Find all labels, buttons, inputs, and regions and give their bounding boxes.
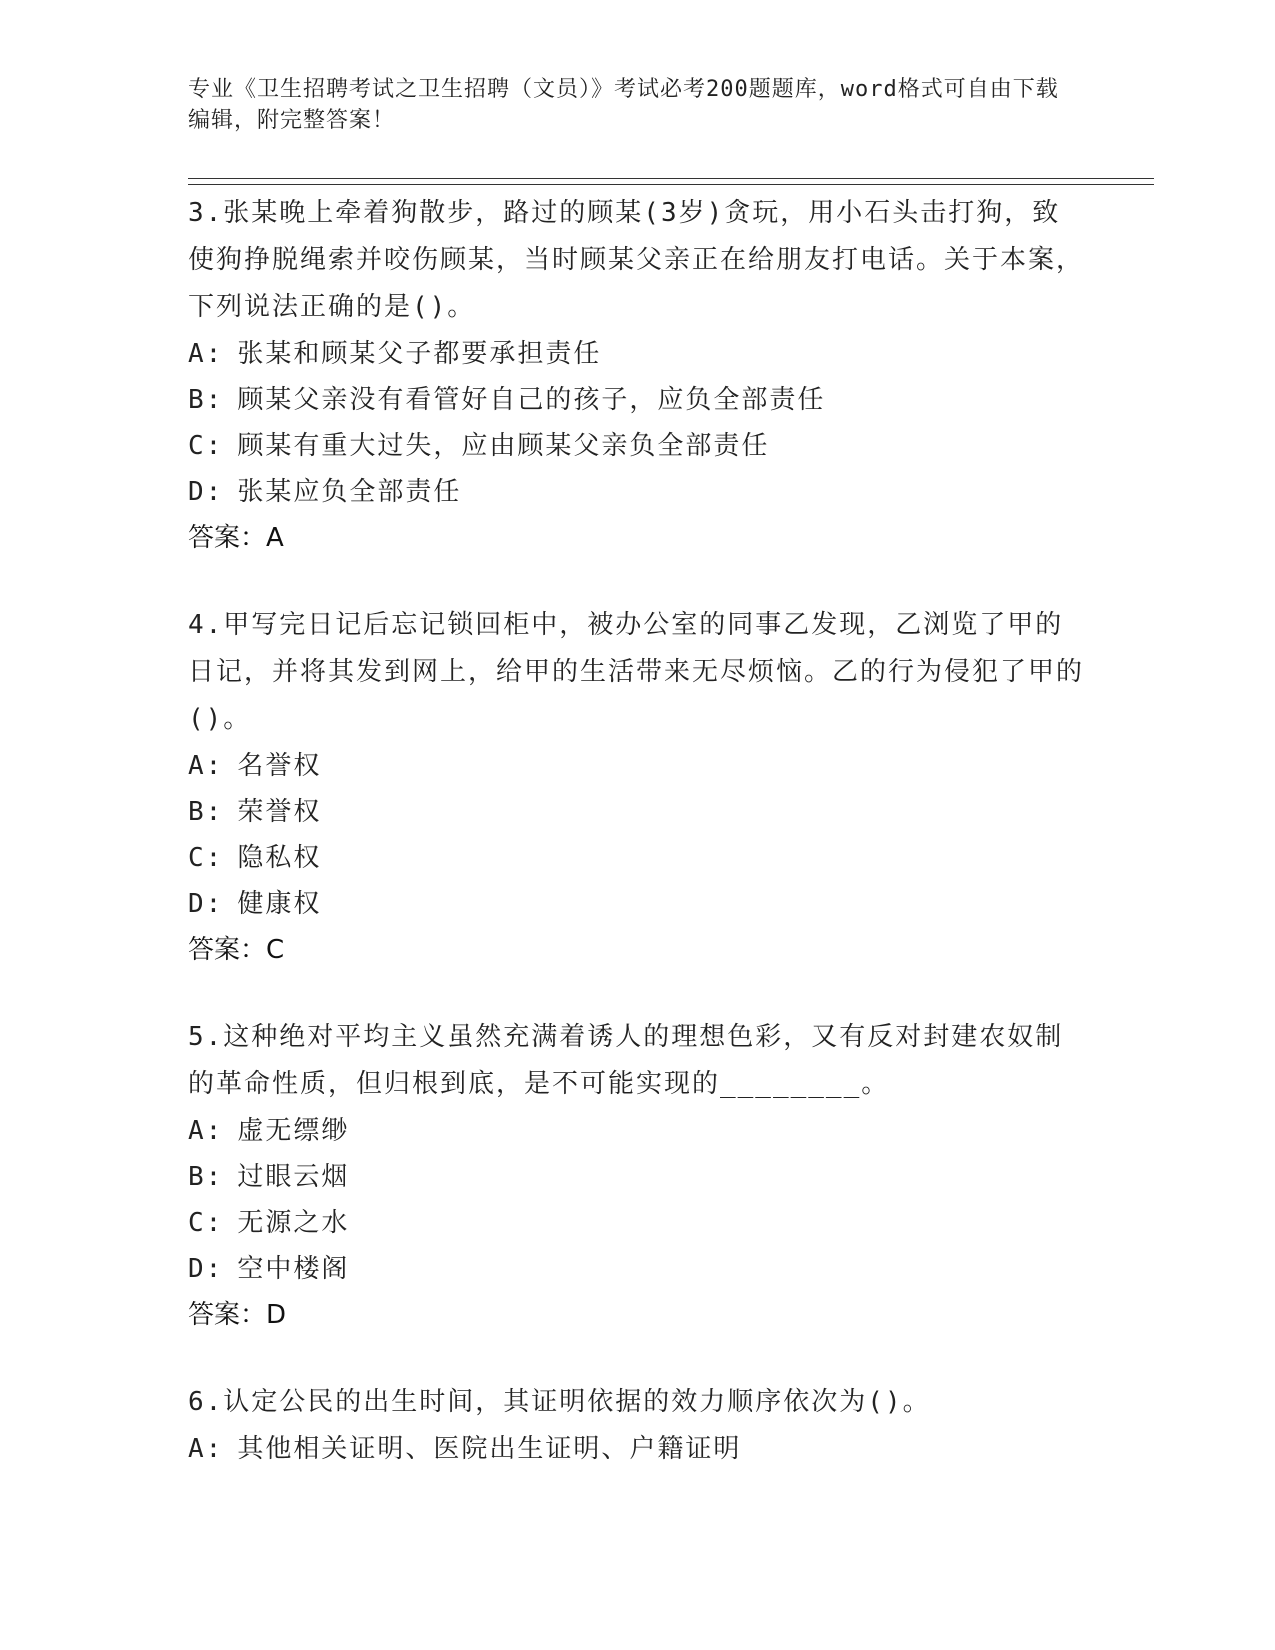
header-divider-bottom	[188, 184, 1154, 185]
answer-line: 答案：D	[188, 1300, 287, 1330]
answer-line: 答案：A	[188, 523, 284, 553]
option-a	[188, 1108, 1088, 1154]
option-d	[188, 881, 1088, 927]
option-a	[188, 1426, 1088, 1472]
option-text: 健康权	[237, 889, 322, 919]
option-key: A:	[188, 1434, 224, 1464]
option-b	[188, 377, 1088, 423]
option-a	[188, 743, 1088, 789]
option-key: D:	[188, 477, 224, 507]
question-stem: 6.认定公民的出生时间，其证明依据的效力顺序依次为()。	[188, 1387, 931, 1417]
question-3	[188, 190, 1088, 561]
option-b	[188, 1154, 1088, 1200]
spacer	[188, 561, 1088, 602]
option-text: 顾某有重大过失，应由顾某父亲负全部责任	[237, 431, 770, 461]
option-key: D:	[188, 1254, 224, 1284]
question-6	[188, 1379, 1088, 1472]
option-text: 隐私权	[237, 843, 322, 873]
option-key: B:	[188, 1162, 224, 1192]
question-4	[188, 602, 1088, 973]
option-text: 其他相关证明、医院出生证明、户籍证明	[237, 1434, 742, 1464]
option-key: A:	[188, 339, 224, 369]
header-divider-top	[188, 178, 1154, 179]
answer-line: 答案：C	[188, 935, 285, 965]
option-text: 空中楼阁	[237, 1254, 350, 1284]
document-header: 专业《卫生招聘考试之卫生招聘（文员）》考试必考200题题库，word格式可自由下载编辑，附完整答案！	[188, 77, 1059, 133]
option-text: 无源之水	[237, 1208, 350, 1238]
option-text: 张某和顾某父子都要承担责任	[237, 339, 602, 369]
option-text: 荣誉权	[237, 797, 322, 827]
question-stem: 3.张某晚上牵着狗散步，路过的顾某(3岁)贪玩，用小石头击打狗，致使狗挣脱绳索并咬伤顾某，当时顾某父亲正在给朋友打电话。关于本案，下列说法正确的是()。	[188, 198, 1085, 322]
question-stem: 5.这种绝对平均主义虽然充满着诱人的理想色彩，又有反对封建农奴制的革命性质，但归根到底，是不可能实现的________。	[188, 1022, 1064, 1099]
option-c	[188, 1200, 1088, 1246]
option-text: 过眼云烟	[237, 1162, 350, 1192]
option-key: B:	[188, 797, 224, 827]
option-c	[188, 423, 1088, 469]
option-key: C:	[188, 431, 224, 461]
option-key: C:	[188, 1208, 224, 1238]
spacer	[188, 973, 1088, 1014]
option-d	[188, 1246, 1088, 1292]
question-list	[188, 190, 1088, 1472]
spacer	[188, 1338, 1088, 1379]
option-text: 张某应负全部责任	[237, 477, 462, 507]
option-d	[188, 469, 1088, 515]
option-key: A:	[188, 1116, 224, 1146]
option-b	[188, 789, 1088, 835]
option-c	[188, 835, 1088, 881]
option-text: 虚无缥缈	[237, 1116, 350, 1146]
option-key: B:	[188, 385, 224, 415]
option-text: 名誉权	[237, 751, 322, 781]
question-5	[188, 1014, 1088, 1338]
question-stem: 4.甲写完日记后忘记锁回柜中，被办公室的同事乙发现，乙浏览了甲的日记，并将其发到网上，给甲的生活带来无尽烦恼。乙的行为侵犯了甲的()。	[188, 610, 1085, 734]
option-text: 顾某父亲没有看管好自己的孩子，应负全部责任	[237, 385, 826, 415]
option-a	[188, 331, 1088, 377]
option-key: C:	[188, 843, 224, 873]
option-key: A:	[188, 751, 224, 781]
option-key: D:	[188, 889, 224, 919]
